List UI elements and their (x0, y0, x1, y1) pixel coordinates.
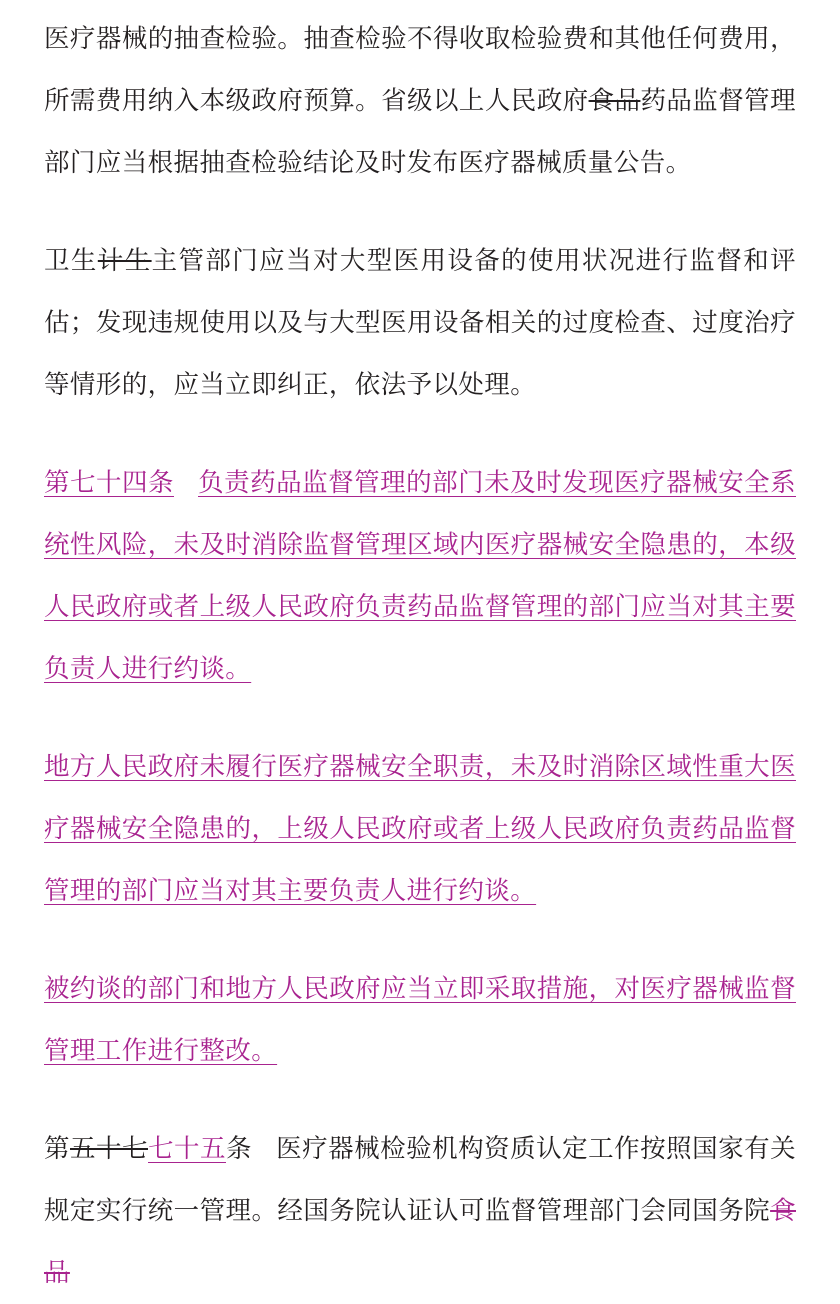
text-run: 负责药品监督管理的部门未及时发现医疗器械安全系统性风险，未及时消除监督管理区域内医疗器械安全隐患的，本级人民政府或者上级人民政府负责药品监督管理的部门应当对其主要负责人进行约谈。 (44, 468, 796, 683)
deleted-text-shipin: 食品 (588, 86, 641, 115)
text-run: 医疗器械检验机构资质认定工作按照国家有关规定实行统一管理。经国务院认证认可监督管理部门会同国务院 (44, 1134, 796, 1225)
deleted-text-jisheng: 计生 (97, 246, 152, 275)
article-number-74: 第七十四条 (44, 468, 174, 497)
paragraph-article-75 (44, 1118, 796, 1304)
text-run: 主管部门应当对大型医用设备的使用状况进行监督和评估；发现违规使用以及与大型医用设备相关的过度检查、过度治疗等情形的，应当立即纠正，依法予以处理。 (44, 246, 796, 399)
paragraph-interview-rectification (44, 958, 796, 1082)
paragraph-sampling-inspection (44, 8, 796, 194)
inserted-article-number-75: 七十五 (148, 1134, 226, 1163)
text-run: 药品监督管理部门应当根据抽查检验结论及时发布医疗器械质量公告。 (44, 86, 796, 177)
paragraph-local-government-duty (44, 736, 796, 922)
text-run: 条 (226, 1134, 252, 1163)
deleted-text-shipin-2: 食品 (44, 1196, 796, 1287)
paragraph-health-authority (44, 230, 796, 416)
text-run: 第 (44, 1134, 70, 1163)
text-run: 医疗器械的抽查检验。抽查检验不得收取检验费和其他任何费用，所需费用纳入本级政府预算。省级以上人民政府 (44, 24, 796, 115)
deleted-article-number-57: 五十七 (70, 1134, 148, 1163)
text-run: 地方人民政府未履行医疗器械安全职责，未及时消除区域性重大医疗器械安全隐患的，上级人民政府或者上级人民政府负责药品监督管理的部门应当对其主要负责人进行约谈。 (44, 752, 796, 905)
text-run: 卫生 (44, 246, 98, 275)
paragraph-article-74 (44, 452, 796, 700)
text-run: 被约谈的部门和地方人民政府应当立即采取措施，对医疗器械监督管理工作进行整改。 (44, 974, 796, 1065)
